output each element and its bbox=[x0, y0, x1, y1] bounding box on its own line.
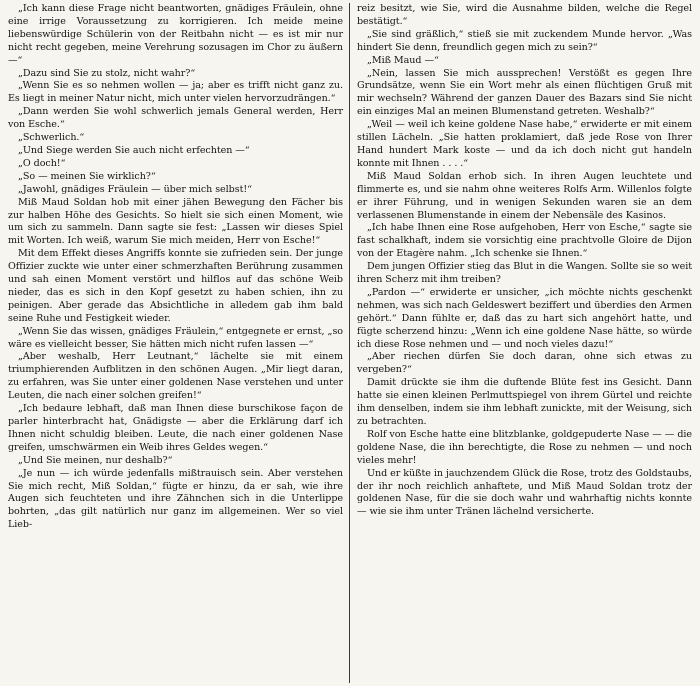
paragraph: „Wenn Sie es so nehmen wollen — ja; aber es trifft nicht ganz zu. Es liegt in meiner Natur nicht, mich unter vielen hervorzudrängen.“ bbox=[8, 80, 343, 105]
paragraph: Dem jungen Offizier stieg das Blut in die Wangen. Sollte sie so weit ihren Scherz mit ihm treiben? bbox=[357, 261, 692, 286]
paragraph: Mit dem Effekt dieses Angriffs konnte sie zufrieden sein. Der junge Offizier zuckte wie unter einer schmerzhaften Berührung zusammen und sah einen Moment verstört und hilflos auf das schöne Weib nieder, das es sich in den Kopf gesetzt zu haben schien, ihn zu peinigen. Aber gerade das Absichtliche in alledem gab ihm bald seine Ruhe und Festigkeit wieder. bbox=[8, 248, 343, 324]
paragraph: Damit drückte sie ihm die duftende Blüte fest ins Gesicht. Dann hatte sie einen kleinen Perlmuttspiegel von ihrem Gürtel und reichte ihm denselben, indem sie ihm lebhaft zunickte, mit der Weisung, sich zu betrachten. bbox=[357, 377, 692, 427]
paragraph: „Aber weshalb, Herr Leutnant,“ lächelte sie mit einem triumphierenden Aufblitzen in den schönen Augen. „Mir liegt daran, zu erfahren, was Sie unter einer goldenen Nase verstehen und unter Leuten, die nach einer solchen greifen!“ bbox=[8, 351, 343, 402]
right-column bbox=[350, 3, 696, 683]
paragraph: „Und Siege werden Sie auch nicht erfechten —“ bbox=[18, 144, 250, 156]
paragraph: „Ich bedaure lebhaft, daß man Ihnen diese burschikose façon de parler hinterbracht hat, Gnädigste — aber die Erklärung darf ich Ihnen nicht schuldig bleiben. Leute, die nach einer goldenen Nase greifen, umschwärmen ein Weib ihres Geldes wegen.“ bbox=[8, 403, 343, 453]
paragraph: reiz besitzt, wie Sie, wird die Ausnahme bilden, welche die Regel bestätigt.“ bbox=[357, 3, 692, 27]
paragraph: „Dann werden Sie wohl schwerlich jemals General werden, Herr von Esche.“ bbox=[8, 106, 343, 131]
paragraph: „So — meinen Sie wirklich?“ bbox=[18, 170, 156, 182]
paragraph: Und er küßte in jauchzendem Glück die Rose, trotz des Goldstaubs, der ihr noch reichlich anhaftete, und Miß Maud Soldan trotz der goldenen Nase, für die sie doch wahr und wahrhaftig nichts konnte — wie sie ihm unter Tränen lächelnd versicherte. bbox=[357, 467, 692, 518]
paragraph: Miß Maud Soldan hob mit einer jähen Bewegung den Fächer bis zur halben Höhe des Gesichts. So hielt sie sich einen Moment, wie um sich zu sammeln. Dann sagte sie fest: „Lassen wir dieses Spiel mit Worten. Ich weiß, warum Sie mich meiden, Herr von Esche!“ bbox=[8, 196, 343, 247]
paragraph: „Jawohl, gnädiges Fräulein — über mich selbst!“ bbox=[18, 183, 252, 195]
left-column bbox=[4, 3, 350, 683]
paragraph: „Sie sind gräßlich,“ stieß sie mit zuckendem Munde hervor. „Was hindert Sie denn, freundlich gegen mich zu sein?“ bbox=[357, 28, 692, 53]
paragraph: „Nein, lassen Sie mich aussprechen! Verstößt es gegen Ihre Grundsätze, wenn Sie ein Wort mehr als einen flüchtigen Gruß mit mir wechseln? Während der ganzen Dauer des Bazars sind Sie nicht ein einziges Mal an meinen Blumenstand getreten. Weshalb?“ bbox=[357, 67, 692, 118]
paragraph: „Pardon —“ erwiderte er unsicher, „ich möchte nichts geschenkt nehmen, was sich nach Geldeswert beziffert und überdies den Armen gehört.“ Dann fühlte er, daß das zu hart sich angehört hatte, und fügte scherzend hinzu: „Wenn ich eine goldene Nase hätte, so würde ich diese Rose nehmen und — und noch vieles dazu!“ bbox=[357, 286, 692, 350]
paragraph: „Ich kann diese Frage nicht beantworten, gnädiges Fräulein, ohne eine irrige Voraussetzung zu korrigieren. Ich meide meine liebenswürdige Schülerin von der Reitbahn nicht — es ist mir nur nicht recht gegeben, meine Verehrung sozusagen im Chor zu äußern —“ bbox=[8, 3, 343, 66]
paragraph: „Wenn Sie das wissen, gnädiges Fräulein,“ entgegnete er ernst, „so wäre es vielleicht besser, Sie hätten mich nicht rufen lassen —“ bbox=[8, 325, 343, 350]
paragraph: „O doch!“ bbox=[18, 157, 66, 169]
paragraph: „Je nun — ich würde jedenfalls mißtrauisch sein. Aber verstehen Sie mich recht, Miß Soldan,“ fügte er hinzu, da er sah, wie ihre Augen sich feuchteten und ihre Zähnchen sich in die Unterlippe bohrten, „das gilt natürlich nur ganz im allgemeinen. Wer so viel Lieb- bbox=[8, 467, 343, 531]
paragraph: „Weil — weil ich keine goldene Nase habe,“ erwiderte er mit einem stillen Lächeln. „Sie hatten proklamiert, daß jede Rose von Ihrer Hand hundert Mark koste — und da ich doch nicht gut handeln konnte mit Ihnen . . . .“ bbox=[357, 119, 692, 169]
paragraph: Miß Maud Soldan erhob sich. In ihren Augen leuchtete und flimmerte es, und sie nahm ohne weiteres Rolfs Arm. Willenlos folgte er ihrer Führung, und in wenigen Sekunden waren sie an dem verlassenen Blumenstande in einem der Nebensäle des Kasinos. bbox=[357, 170, 692, 221]
paragraph: „Miß Maud —“ bbox=[367, 54, 439, 66]
paragraph: „Ich habe Ihnen eine Rose aufgehoben, Herr von Esche,“ sagte sie fast schalkhaft, indem sie vorsichtig eine prachtvolle Gloire de Dijon von der Etagère nahm. „Ich schenke sie Ihnen.“ bbox=[357, 222, 692, 260]
paragraph: „Und Sie meinen, nur deshalb?“ bbox=[18, 454, 173, 466]
paragraph: „Dazu sind Sie zu stolz, nicht wahr?“ bbox=[18, 67, 196, 79]
paragraph: Rolf von Esche hatte eine blitzblanke, goldgepuderte Nase — — die goldene Nase, die ihn berechtigte, die Rose zu nehmen — und noch vieles mehr! bbox=[357, 428, 692, 466]
paragraph: „Schwerlich.“ bbox=[18, 132, 85, 144]
paragraph: „Aber riechen dürfen Sie doch daran, ohne sich etwas zu vergeben?“ bbox=[357, 351, 692, 376]
